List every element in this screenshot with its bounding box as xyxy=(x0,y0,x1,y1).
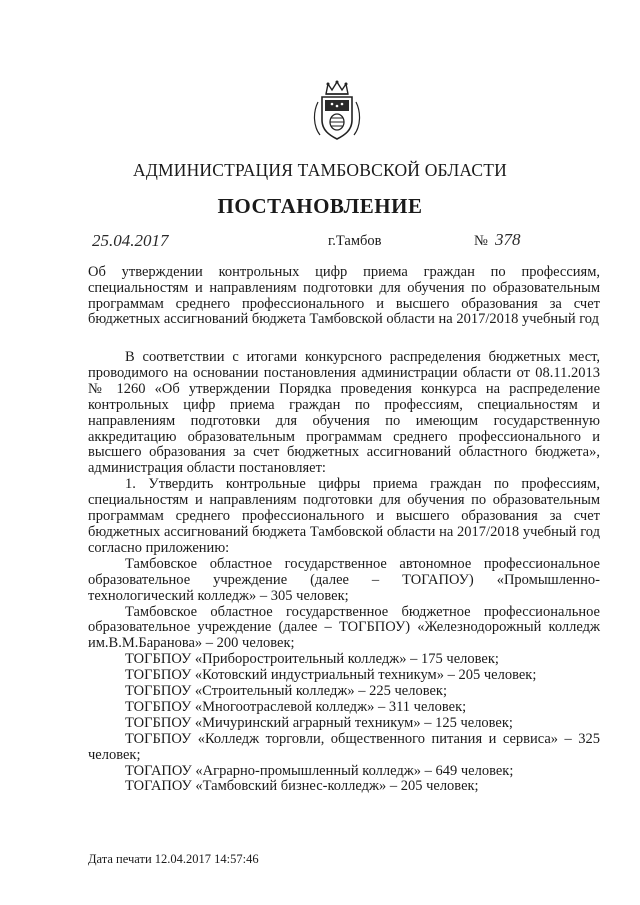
body-paragraph: ТОГАПОУ «Аграрно-промышленный колледж» – 649 человек; xyxy=(125,762,514,779)
document-subject: Об утверждении контрольных цифр приема граждан по профессиям, специальностям и направлениям подготовки для обучения по образовательным программам среднего профессионального и высшего образования за счет бюджетных ассигнований бюджета Тамбовской области на 2017/2018 учебный год xyxy=(88,264,600,328)
document-date: 25.04.2017 xyxy=(92,231,169,250)
coat-of-arms-icon xyxy=(312,80,362,142)
body-paragraph: ТОГБПОУ «Приборостроительный колледж» – 175 человек; xyxy=(125,651,499,668)
organization-title: АДМИНИСТРАЦИЯ ТАМБОВСКОЙ ОБЛАСТИ xyxy=(133,160,507,180)
body-paragraph: ТОГБПОУ «Котовский индустриальный техникум» – 205 человек; xyxy=(125,667,537,684)
document-number: 378 xyxy=(495,230,521,249)
document-city: г.Тамбов xyxy=(328,233,382,249)
body-paragraph: ТОГБПОУ «Многоотраслевой колледж» – 311 человек; xyxy=(125,698,467,715)
body-paragraph: ТОГАПОУ «Тамбовский бизнес-колледж» – 205 человек; xyxy=(125,778,479,795)
document-body xyxy=(88,350,600,795)
body-paragraph: В соответствии с итогами конкурсного распределения бюджетных мест, проводимого на основании постановления администрации области от 08.11.2013 № 1260 «Об утверждении Порядка проведения конкурса на распределение контрольных цифр приема граждан по профессиям, специальностям и направлениям подготовки для обучения по имеющим государственную аккредитацию образовательным программам среднего профессионального и высшего образования за счет бюджетных ассигнований областного бюджета», администрация области постановляет: xyxy=(88,349,600,477)
body-paragraph: Тамбовское областное государственное автономное профессиональное образовательное учреждение (далее – ТОГАПОУ) «Промышленно-технологический колледж» – 305 человек; xyxy=(88,555,600,604)
body-paragraph: 1. Утвердить контрольные цифры приема граждан по профессиям, специальностям и направлениям подготовки для обучения по образовательным программам среднего профессионального и высшего образования за счет бюджетных ассигнований бюджета Тамбовской области на 2017/2018 учебный год согласно приложению: xyxy=(88,476,600,556)
print-date-footer: Дата печати 12.04.2017 14:57:46 xyxy=(88,852,259,866)
document-number-label: № xyxy=(474,233,488,249)
body-paragraph: ТОГБПОУ «Колледж торговли, общественного питания и сервиса» – 325 человек; xyxy=(88,730,600,763)
body-paragraph: ТОГБПОУ «Мичуринский аграрный техникум» – 125 человек; xyxy=(125,714,513,731)
body-paragraph: Тамбовское областное государственное бюджетное профессиональное образовательное учреждение (далее – ТОГБПОУ) «Железнодорожный колледж им.В.М.Баранова» – 200 человек; xyxy=(88,603,600,652)
body-paragraph: ТОГБПОУ «Строительный колледж» – 225 человек; xyxy=(125,683,447,700)
document-type-heading: ПОСТАНОВЛЕНИЕ xyxy=(217,194,423,218)
